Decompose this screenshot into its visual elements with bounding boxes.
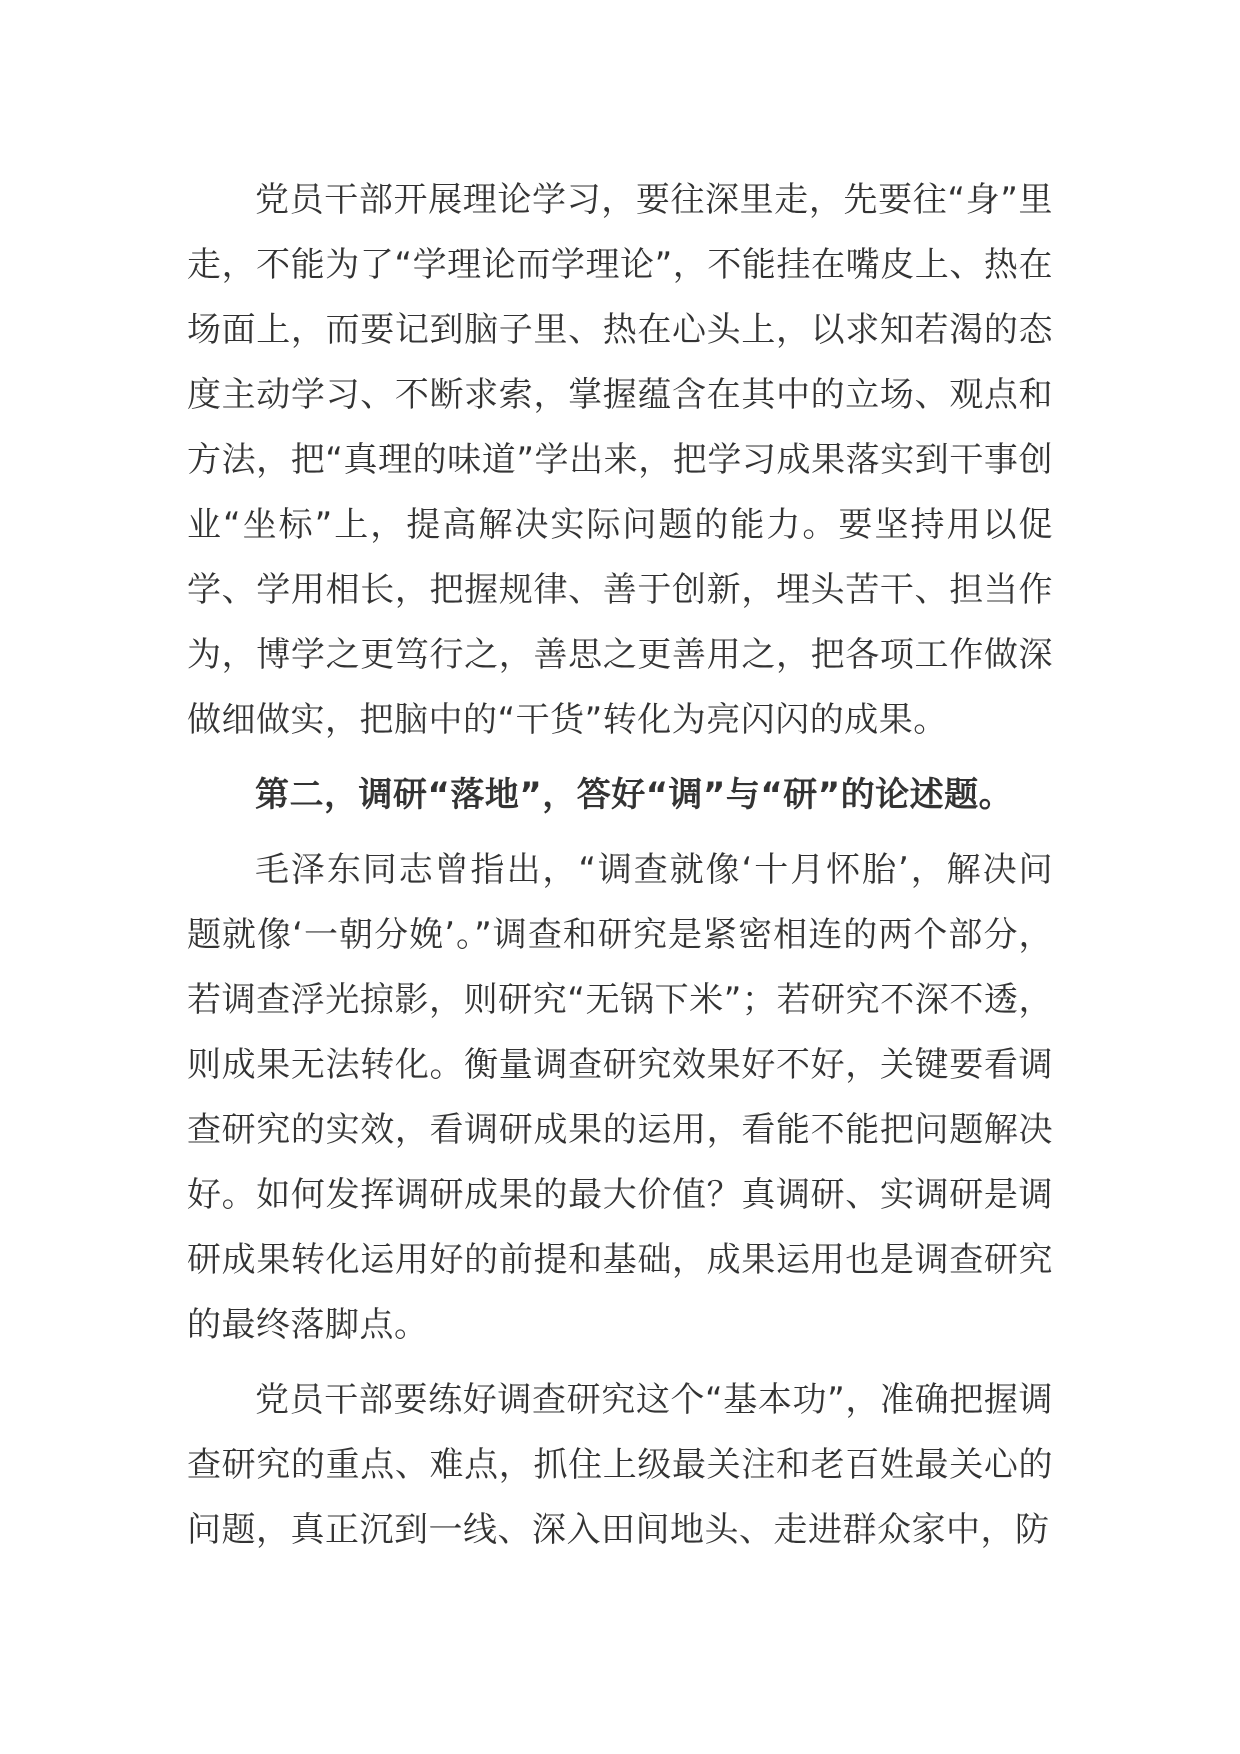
- section-heading: 第二，调研“落地”，答好“调”与“研”的论述题。: [255, 775, 1014, 815]
- document-body: [187, 168, 1053, 1563]
- body-paragraph: 毛泽东同志曾指出，“调查就像‘十月怀胎’，解决问题就像‘一朝分娩’。”调查和研究是紧密相连的两个部分，若调查浮光掠影，则研究“无锅下米”；若研究不深不透，则成果无法转化。衡量调查研究效果好不好，关键要看调查研究的实效，看调研成果的运用，看能不能把问题解决好。如何发挥调研成果的最大价值？真调研、实调研是调研成果转化运用好的前提和基础，成果运用也是调查研究的最终落脚点。: [187, 850, 1053, 1345]
- body-paragraph: 党员干部开展理论学习，要往深里走，先要往“身”里走，不能为了“学理论而学理论”，不能挂在嘴皮上、热在场面上，而要记到脑子里、热在心头上，以求知若渴的态度主动学习、不断求索，掌握蕴含在其中的立场、观点和方法，把“真理的味道”学出来，把学习成果落实到干事创业“坐标”上，提高解决实际问题的能力。要坚持用以促学、学用相长，把握规律、善于创新，埋头苦干、担当作为，博学之更笃行之，善思之更善用之，把各项工作做深做细做实，把脑中的“干货”转化为亮闪闪的成果。: [187, 180, 1053, 740]
- body-paragraph: 党员干部要练好调查研究这个“基本功”，准确把握调查研究的重点、难点，抓住上级最关注和老百姓最关心的问题，真正沉到一线、深入田间地头、走进群众家中，防: [187, 1380, 1053, 1550]
